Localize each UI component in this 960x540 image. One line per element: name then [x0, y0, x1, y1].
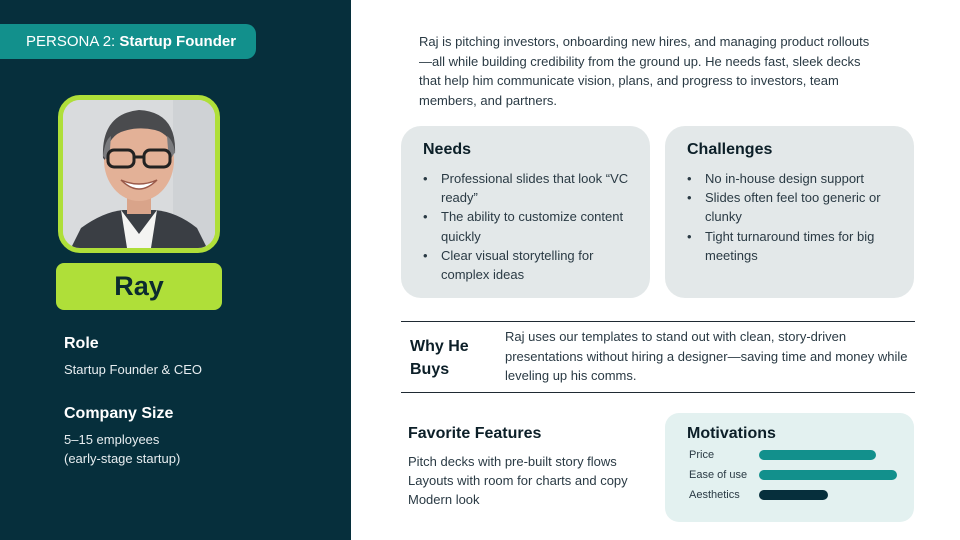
needs-list	[423, 169, 638, 284]
motivation-row-ease-of-use	[689, 468, 904, 482]
why-he-buys-text: Raj uses our templates to stand out with clean, story-driven presentations without hiring a designer—saving time and money while leveling up his comms.	[505, 329, 908, 383]
favorite-feature-item: Layouts with room for charts and copy	[408, 473, 628, 489]
needs-item: • The ability to customize content quickly	[423, 207, 638, 245]
needs-card	[401, 126, 650, 298]
role-label: Role	[64, 335, 99, 352]
favorite-feature-item: Modern look	[408, 492, 480, 508]
role-value: Startup Founder & CEO	[64, 362, 203, 377]
company-size-line-1: 5–15 employees	[64, 432, 160, 447]
persona-sidebar	[0, 0, 351, 540]
motivation-bar	[759, 470, 897, 480]
favorite-feature-item: Pitch decks with pre-built story flows	[408, 454, 617, 469]
portrait-image	[63, 100, 215, 248]
persona-intro: Raj is pitching investors, onboarding new hires, and managing product rollouts—all while building credibility from the ground up. He needs fast, sleek decks that help him communicate vision, plans, and progress to investors, team members, and partners.	[419, 34, 870, 108]
challenges-card	[665, 126, 914, 298]
challenges-item: • Slides often feel too generic or clunky	[687, 188, 885, 226]
persona-tag-prefix: PERSONA 2:	[26, 33, 120, 50]
why-he-buys-section	[401, 321, 915, 393]
persona-name: Ray	[56, 263, 222, 310]
motivation-label: Price	[689, 449, 715, 461]
motivation-bar	[759, 490, 828, 500]
persona-photo	[58, 95, 220, 253]
challenges-item: • Tight turnaround times for big meetings	[687, 227, 885, 265]
persona-tag	[0, 24, 256, 59]
needs-title: Needs	[423, 141, 472, 158]
motivation-label: Aesthetics	[689, 489, 740, 501]
company-size-value	[64, 430, 180, 468]
persona-tag-title: Startup Founder	[119, 33, 237, 50]
favorite-features-title: Favorite Features	[408, 425, 542, 442]
challenges-title: Challenges	[687, 141, 773, 158]
motivation-row-aesthetics	[689, 488, 904, 502]
needs-item: • Clear visual storytelling for complex ideas	[423, 246, 638, 284]
motivations-card	[665, 413, 914, 522]
motivation-label: Ease of use	[689, 469, 748, 481]
motivations-title: Motivations	[687, 425, 776, 442]
why-he-buys-title: Why He Buys	[410, 338, 469, 378]
motivation-row-price	[689, 448, 904, 462]
motivation-bar	[759, 450, 876, 460]
company-size-label: Company Size	[64, 405, 174, 422]
challenges-list	[687, 169, 885, 265]
company-size-line-2: (early-stage startup)	[64, 451, 181, 466]
needs-item: • Professional slides that look “VC ready”	[423, 169, 638, 207]
favorite-features-list	[408, 452, 628, 510]
challenges-item: • No in-house design support	[687, 169, 885, 188]
